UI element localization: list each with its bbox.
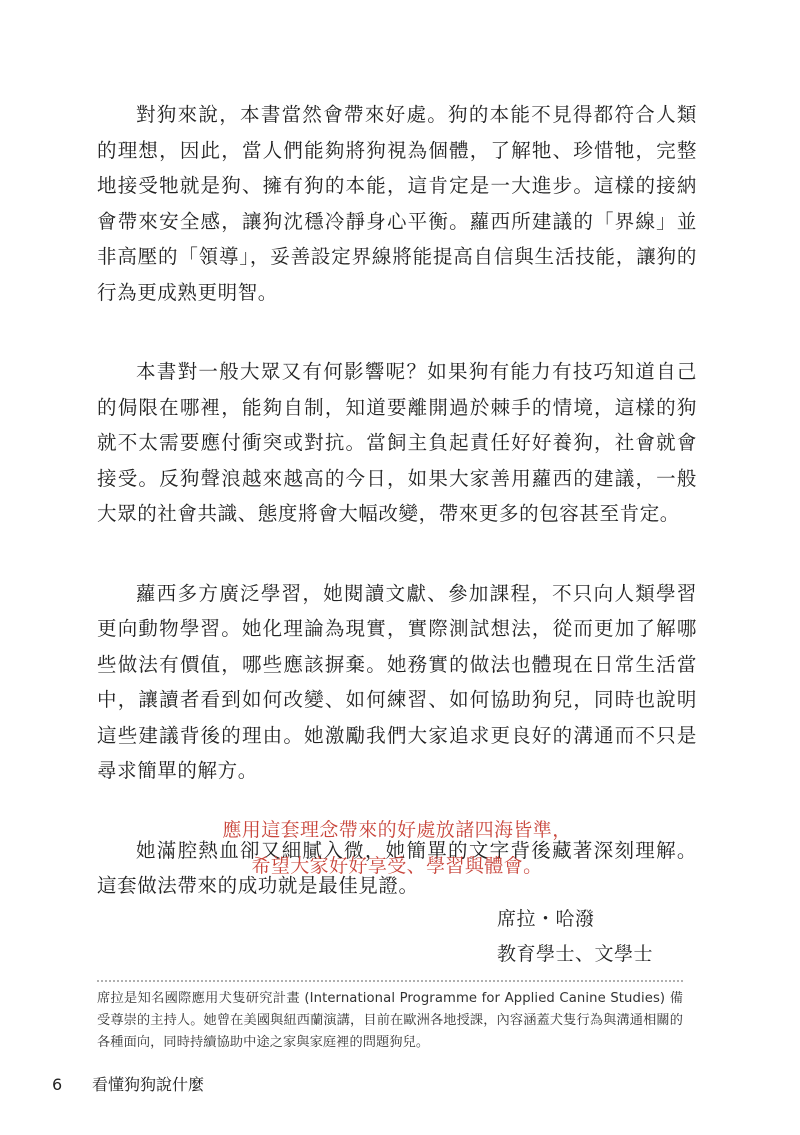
page-footer (52, 1074, 204, 1096)
paragraph-3: 蘿西多方廣泛學習，她閱讀文獻、參加課程，不只向人類學習更向動物學習。她化理論為現實，實際測試想法，從而更加了解哪些做法有價值，哪些應該摒棄。她務實的做法也體現在日常生活當中，讓讀者看到如何改變、如何練習、如何協助狗兒，同時也說明這些建議背後的理由。她激勵我們大家追求更良好的溝通而不只是尋求簡單的解方。 (97, 581, 697, 782)
highlighted-quote (97, 812, 697, 884)
author-bio-footnote: 席拉是知名國際應用犬隻研究計畫 (International Programme for Applied Canine Studies) 備受尊崇的主持人。她曾在美國與紐西蘭演講，目前在歐洲各地授課，內容涵蓋犬隻行為與溝通相關的各種面向，同時持續協助中途之家與家庭裡的問題狗兒。 (97, 991, 683, 1050)
paragraph-1: 對狗來說，本書當然會帶來好處。狗的本能不見得都符合人類的理想，因此，當人們能夠將狗視為個體，了解牠、珍惜牠，完整地接受牠就是狗、擁有狗的本能，這肯定是一大進步。這樣的接納會帶來安全感，讓狗沈穩冷靜身心平衡。蘿西所建議的「界線」並非高壓的「領導」，妥善設定界線將能提高自信與生活技能，讓狗的行為更成熟更明智。 (97, 103, 697, 304)
footnote-divider (97, 980, 683, 982)
running-title: 看懂狗狗說什麼 (92, 1075, 205, 1094)
paragraph-2: 本書對一般大眾又有何影響呢？如果狗有能力有技巧知道自己的侷限在哪裡，能夠自制，知道要離開過於棘手的情境，這樣的狗就不太需要應付衝突或對抗。當飼主負起責任好好養狗，社會就會接受。反狗聲浪越來越高的今日，如果大家善用蘿西的建議，一般大眾的社會共識、態度將會大幅改變，帶來更多的包容甚至肯定。 (97, 360, 697, 525)
author-credentials: 教育學士、文學士 (497, 943, 654, 965)
quote-line-1: 應用這套理念帶來的好處放諸四海皆準， (222, 819, 572, 841)
paragraph-4: 她滿腔熱血卻又細膩入微，她簡單的文字背後藏著深刻理解。這套做法帶來的成功就是最佳見證。 (97, 838, 697, 897)
page-number: 6 (52, 1075, 63, 1094)
author-name: 席拉・哈潑 (497, 908, 595, 930)
quote-line-2: 希望大家好好享受、學習與體會。 (251, 855, 543, 877)
author-signature (497, 902, 717, 972)
